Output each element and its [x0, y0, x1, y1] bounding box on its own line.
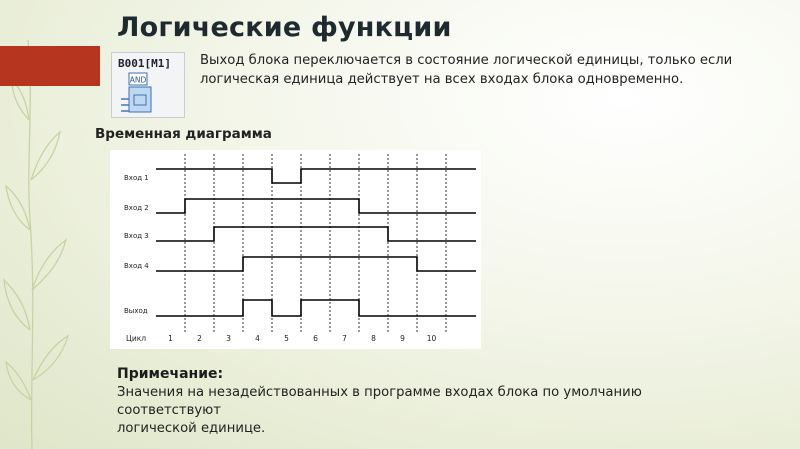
signal-label: Выход	[124, 307, 148, 315]
note-title: Примечание:	[117, 366, 224, 382]
cycle-tick-label: 1	[168, 334, 173, 343]
slide-title: Логические функции	[117, 12, 452, 43]
signal-waveform	[156, 300, 476, 316]
signal-waveform	[156, 169, 476, 183]
cycle-tick-label: 2	[197, 334, 202, 343]
cycle-tick-label: 4	[255, 334, 260, 343]
timing-diagram	[110, 150, 481, 349]
block-label: B001[M1]	[118, 57, 171, 70]
cycle-axis-label: Цикл	[126, 334, 147, 343]
signal-label: Вход 3	[124, 232, 149, 240]
accent-bar	[0, 46, 100, 86]
note-text: Значения на незадействованных в программе входах блока по умолчанию соответствуют логической единице.	[117, 385, 642, 436]
signal-waveform	[156, 199, 476, 213]
description-text: Выход блока переключается в состояние логической единицы, только если логическая единица действует на всех входах блока одновременно.	[200, 53, 733, 87]
cycle-tick-label: 5	[284, 334, 289, 343]
signal-label: Вход 1	[124, 174, 149, 182]
cycle-tick-label: 10	[426, 334, 437, 343]
signal-waveform	[156, 257, 476, 271]
signal-waveform	[156, 227, 476, 241]
and-gate-icon	[118, 71, 158, 113]
gate-text: AND	[129, 75, 147, 85]
cycle-tick-label: 7	[342, 334, 347, 343]
signal-label: Вход 4	[124, 262, 149, 270]
and-block-image	[111, 52, 185, 118]
cycle-tick-label: 8	[371, 334, 376, 343]
signal-label: Вход 2	[124, 204, 149, 212]
diagram-heading: Временная диаграмма	[95, 126, 272, 142]
cycle-tick-label: 9	[400, 334, 405, 343]
cycle-tick-label: 3	[226, 334, 231, 343]
cycle-tick-label: 6	[313, 334, 318, 343]
